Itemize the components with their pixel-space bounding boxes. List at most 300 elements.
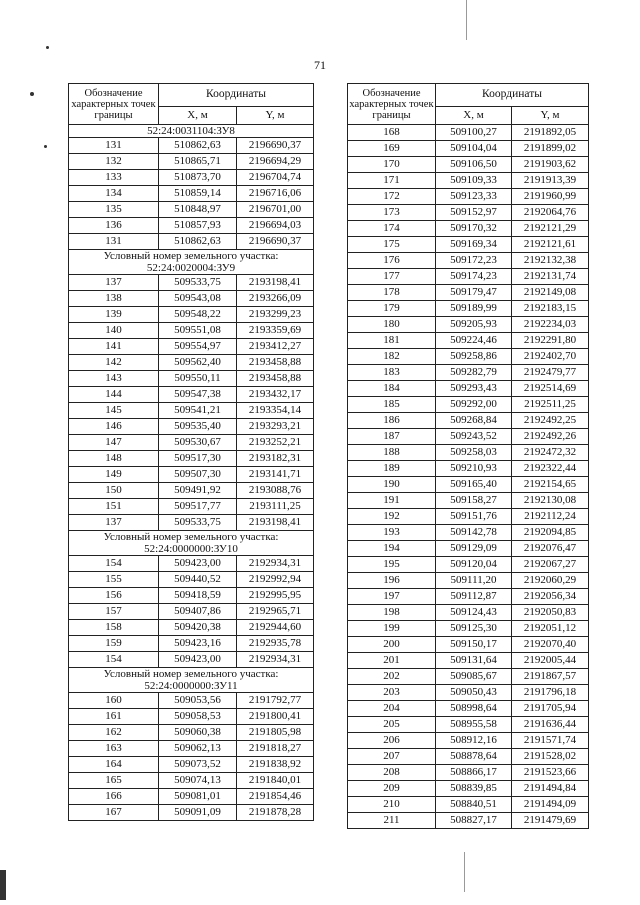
table-row [348, 541, 589, 557]
point-number: 133 [69, 170, 159, 186]
x-coordinate: 509547,38 [159, 387, 237, 403]
column-header-point-label: Обозначение характерных точек границы [348, 84, 436, 125]
table-row [348, 605, 589, 621]
point-number: 177 [348, 269, 436, 285]
x-coordinate: 509073,52 [159, 757, 237, 773]
point-number: 170 [348, 157, 436, 173]
y-coordinate: 2191867,57 [512, 669, 589, 685]
y-coordinate: 2192492,26 [512, 429, 589, 445]
table-row [348, 493, 589, 509]
x-coordinate: 509131,64 [436, 653, 512, 669]
x-coordinate: 509112,87 [436, 589, 512, 605]
point-number: 203 [348, 685, 436, 701]
point-number: 207 [348, 749, 436, 765]
x-coordinate: 510862,63 [159, 138, 237, 154]
x-coordinate: 510857,93 [159, 218, 237, 234]
x-coordinate: 510865,71 [159, 154, 237, 170]
table-row [348, 701, 589, 717]
x-coordinate: 508866,17 [436, 765, 512, 781]
table-row [348, 445, 589, 461]
point-number: 134 [69, 186, 159, 202]
table-row [348, 509, 589, 525]
table-row [348, 349, 589, 365]
point-number: 176 [348, 253, 436, 269]
y-coordinate: 2192965,71 [237, 604, 314, 620]
point-number: 174 [348, 221, 436, 237]
table-row [69, 451, 314, 467]
point-number: 188 [348, 445, 436, 461]
table-row [348, 253, 589, 269]
column-header-coordinates: Координаты [159, 84, 314, 107]
table-row [348, 765, 589, 781]
table-row [348, 589, 589, 605]
x-coordinate: 509541,21 [159, 403, 237, 419]
x-coordinate: 509104,04 [436, 141, 512, 157]
table-row [348, 269, 589, 285]
y-coordinate: 2192050,83 [512, 605, 589, 621]
point-number: 137 [69, 275, 159, 291]
table-row [348, 365, 589, 381]
table-row [69, 693, 314, 709]
table-row [348, 797, 589, 813]
x-coordinate: 509258,03 [436, 445, 512, 461]
point-number: 160 [69, 693, 159, 709]
y-coordinate: 2193182,31 [237, 451, 314, 467]
point-number: 182 [348, 349, 436, 365]
point-number: 200 [348, 637, 436, 653]
x-coordinate: 508998,64 [436, 701, 512, 717]
point-number: 163 [69, 741, 159, 757]
y-coordinate: 2191479,69 [512, 813, 589, 829]
x-coordinate: 509053,56 [159, 693, 237, 709]
section-row [69, 125, 314, 138]
table-row [69, 154, 314, 170]
y-coordinate: 2192934,31 [237, 652, 314, 668]
table-row [69, 138, 314, 154]
y-coordinate: 2193299,23 [237, 307, 314, 323]
point-number: 131 [69, 138, 159, 154]
point-number: 210 [348, 797, 436, 813]
table-row [69, 170, 314, 186]
table-row [348, 301, 589, 317]
table-row [69, 652, 314, 668]
point-number: 145 [69, 403, 159, 419]
point-number: 192 [348, 509, 436, 525]
y-coordinate: 2193088,76 [237, 483, 314, 499]
table-row [69, 371, 314, 387]
x-coordinate: 509129,09 [436, 541, 512, 557]
point-number: 157 [69, 604, 159, 620]
point-number: 206 [348, 733, 436, 749]
x-coordinate: 509258,86 [436, 349, 512, 365]
y-coordinate: 2191528,02 [512, 749, 589, 765]
column-header-x: X, м [436, 107, 512, 125]
point-number: 136 [69, 218, 159, 234]
x-coordinate: 510862,63 [159, 234, 237, 250]
point-number: 208 [348, 765, 436, 781]
point-number: 172 [348, 189, 436, 205]
point-number: 137 [69, 515, 159, 531]
table-row [69, 234, 314, 250]
y-coordinate: 2193458,88 [237, 371, 314, 387]
x-coordinate: 509548,22 [159, 307, 237, 323]
point-number: 194 [348, 541, 436, 557]
table-row [348, 381, 589, 397]
point-number: 173 [348, 205, 436, 221]
section-row [69, 531, 314, 556]
y-coordinate: 2192121,29 [512, 221, 589, 237]
y-coordinate: 2196704,74 [237, 170, 314, 186]
x-coordinate: 509423,00 [159, 556, 237, 572]
table-row [348, 573, 589, 589]
y-coordinate: 2192067,27 [512, 557, 589, 573]
point-number: 196 [348, 573, 436, 589]
table-row [348, 429, 589, 445]
column-header-y: Y, м [237, 107, 314, 125]
table-row [348, 637, 589, 653]
table-row [348, 621, 589, 637]
column-header-x: X, м [159, 107, 237, 125]
table-row [348, 237, 589, 253]
point-number: 191 [348, 493, 436, 509]
x-coordinate: 509091,09 [159, 805, 237, 821]
x-coordinate: 509142,78 [436, 525, 512, 541]
x-coordinate: 509543,08 [159, 291, 237, 307]
point-number: 159 [69, 636, 159, 652]
x-coordinate: 509407,86 [159, 604, 237, 620]
point-number: 138 [69, 291, 159, 307]
y-coordinate: 2193359,69 [237, 323, 314, 339]
x-coordinate: 509151,76 [436, 509, 512, 525]
x-coordinate: 508839,85 [436, 781, 512, 797]
y-coordinate: 2192149,08 [512, 285, 589, 301]
table-row [348, 477, 589, 493]
table-row [348, 669, 589, 685]
table-row [348, 733, 589, 749]
coordinates-table-left [68, 83, 314, 821]
x-coordinate: 509189,99 [436, 301, 512, 317]
table-row [348, 749, 589, 765]
scan-mark [466, 0, 467, 40]
y-coordinate: 2196694,29 [237, 154, 314, 170]
table-row [69, 323, 314, 339]
x-coordinate: 509106,50 [436, 157, 512, 173]
coordinates-table-right [347, 83, 589, 829]
x-coordinate: 508878,64 [436, 749, 512, 765]
point-number: 179 [348, 301, 436, 317]
x-coordinate: 509550,11 [159, 371, 237, 387]
scan-mark [30, 92, 34, 96]
point-number: 181 [348, 333, 436, 349]
point-number: 175 [348, 237, 436, 253]
table-row [69, 773, 314, 789]
y-coordinate: 2191899,02 [512, 141, 589, 157]
y-coordinate: 2192132,38 [512, 253, 589, 269]
point-number: 167 [69, 805, 159, 821]
y-coordinate: 2193432,17 [237, 387, 314, 403]
y-coordinate: 2191892,05 [512, 125, 589, 141]
x-coordinate: 509165,40 [436, 477, 512, 493]
point-number: 142 [69, 355, 159, 371]
x-coordinate: 510848,97 [159, 202, 237, 218]
table-row [348, 221, 589, 237]
y-coordinate: 2196690,37 [237, 234, 314, 250]
table-row [69, 202, 314, 218]
y-coordinate: 2192056,34 [512, 589, 589, 605]
y-coordinate: 2193252,21 [237, 435, 314, 451]
x-coordinate: 509517,30 [159, 451, 237, 467]
table-row [69, 403, 314, 419]
y-coordinate: 2191903,62 [512, 157, 589, 173]
y-coordinate: 2191494,84 [512, 781, 589, 797]
table-row [69, 572, 314, 588]
point-number: 183 [348, 365, 436, 381]
x-coordinate: 509423,00 [159, 652, 237, 668]
x-coordinate: 509169,34 [436, 237, 512, 253]
point-number: 143 [69, 371, 159, 387]
point-number: 150 [69, 483, 159, 499]
x-coordinate: 509440,52 [159, 572, 237, 588]
y-coordinate: 2191960,99 [512, 189, 589, 205]
y-coordinate: 2192121,61 [512, 237, 589, 253]
point-number: 135 [69, 202, 159, 218]
x-coordinate: 509100,27 [436, 125, 512, 141]
x-coordinate: 509418,59 [159, 588, 237, 604]
y-coordinate: 2191636,44 [512, 717, 589, 733]
x-coordinate: 508840,51 [436, 797, 512, 813]
table-row [69, 604, 314, 620]
x-coordinate: 509170,32 [436, 221, 512, 237]
table-row [348, 397, 589, 413]
point-number: 204 [348, 701, 436, 717]
table-row [69, 499, 314, 515]
point-number: 164 [69, 757, 159, 773]
x-coordinate: 509174,23 [436, 269, 512, 285]
table-row [348, 461, 589, 477]
point-number: 201 [348, 653, 436, 669]
point-number: 211 [348, 813, 436, 829]
x-coordinate: 509292,00 [436, 397, 512, 413]
parcel-heading: Условный номер земельного участка: 52:24:0020004:ЗУ9 [69, 250, 314, 275]
y-coordinate: 2196690,37 [237, 138, 314, 154]
point-number: 151 [69, 499, 159, 515]
y-coordinate: 2192472,32 [512, 445, 589, 461]
point-number: 193 [348, 525, 436, 541]
y-coordinate: 2191523,66 [512, 765, 589, 781]
table-row [69, 467, 314, 483]
point-number: 185 [348, 397, 436, 413]
table-row [69, 588, 314, 604]
table-row [348, 653, 589, 669]
y-coordinate: 2191854,46 [237, 789, 314, 805]
table-row [69, 339, 314, 355]
y-coordinate: 2192479,77 [512, 365, 589, 381]
x-coordinate: 508912,16 [436, 733, 512, 749]
y-coordinate: 2191838,92 [237, 757, 314, 773]
table-row [69, 387, 314, 403]
y-coordinate: 2193198,41 [237, 275, 314, 291]
table-row [348, 781, 589, 797]
table-row [69, 741, 314, 757]
x-coordinate: 509205,93 [436, 317, 512, 333]
y-coordinate: 2192131,74 [512, 269, 589, 285]
x-coordinate: 509562,40 [159, 355, 237, 371]
point-number: 140 [69, 323, 159, 339]
table-row [69, 757, 314, 773]
table-row [69, 291, 314, 307]
point-number: 146 [69, 419, 159, 435]
column-header-coordinates: Координаты [436, 84, 589, 107]
y-coordinate: 2191818,27 [237, 741, 314, 757]
y-coordinate: 2192514,69 [512, 381, 589, 397]
table-row [69, 725, 314, 741]
table-row [69, 620, 314, 636]
parcel-heading: 52:24:0031104:ЗУ8 [69, 125, 314, 138]
point-number: 178 [348, 285, 436, 301]
y-coordinate: 2192322,44 [512, 461, 589, 477]
y-coordinate: 2196701,00 [237, 202, 314, 218]
point-number: 209 [348, 781, 436, 797]
point-number: 202 [348, 669, 436, 685]
table-row [69, 186, 314, 202]
point-number: 189 [348, 461, 436, 477]
y-coordinate: 2192291,80 [512, 333, 589, 349]
point-number: 180 [348, 317, 436, 333]
y-coordinate: 2192130,08 [512, 493, 589, 509]
point-number: 165 [69, 773, 159, 789]
point-number: 158 [69, 620, 159, 636]
y-coordinate: 2191913,39 [512, 173, 589, 189]
section-row [69, 250, 314, 275]
x-coordinate: 509152,97 [436, 205, 512, 221]
column-header-point-label: Обозначение характерных точек границы [69, 84, 159, 125]
x-coordinate: 509423,16 [159, 636, 237, 652]
y-coordinate: 2193354,14 [237, 403, 314, 419]
y-coordinate: 2192154,65 [512, 477, 589, 493]
table-row [348, 333, 589, 349]
y-coordinate: 2192935,78 [237, 636, 314, 652]
x-coordinate: 509123,33 [436, 189, 512, 205]
x-coordinate: 508827,17 [436, 813, 512, 829]
x-coordinate: 510859,14 [159, 186, 237, 202]
table-row [348, 173, 589, 189]
y-coordinate: 2191792,77 [237, 693, 314, 709]
table-body-right [348, 125, 589, 829]
scan-mark [0, 870, 6, 900]
table-row [69, 419, 314, 435]
x-coordinate: 510873,70 [159, 170, 237, 186]
y-coordinate: 2196694,03 [237, 218, 314, 234]
table-row [69, 275, 314, 291]
y-coordinate: 2191840,01 [237, 773, 314, 789]
x-coordinate: 509551,08 [159, 323, 237, 339]
y-coordinate: 2192070,40 [512, 637, 589, 653]
section-row [69, 668, 314, 693]
point-number: 147 [69, 435, 159, 451]
table-row [348, 189, 589, 205]
y-coordinate: 2192934,31 [237, 556, 314, 572]
y-coordinate: 2192094,85 [512, 525, 589, 541]
table-row [69, 483, 314, 499]
x-coordinate: 509058,53 [159, 709, 237, 725]
x-coordinate: 509158,27 [436, 493, 512, 509]
y-coordinate: 2192051,12 [512, 621, 589, 637]
x-coordinate: 509085,67 [436, 669, 512, 685]
table-row [69, 636, 314, 652]
x-coordinate: 509120,04 [436, 557, 512, 573]
y-coordinate: 2191571,74 [512, 733, 589, 749]
table-row [348, 285, 589, 301]
column-header-y: Y, м [512, 107, 589, 125]
x-coordinate: 509491,92 [159, 483, 237, 499]
x-coordinate: 509293,43 [436, 381, 512, 397]
table-row [69, 556, 314, 572]
x-coordinate: 509179,47 [436, 285, 512, 301]
y-coordinate: 2192995,95 [237, 588, 314, 604]
y-coordinate: 2193141,71 [237, 467, 314, 483]
table-row [69, 515, 314, 531]
point-number: 205 [348, 717, 436, 733]
table-row [348, 205, 589, 221]
table-row [69, 355, 314, 371]
scan-mark [464, 852, 465, 892]
y-coordinate: 2191705,94 [512, 701, 589, 717]
y-coordinate: 2192064,76 [512, 205, 589, 221]
table-row [69, 805, 314, 821]
x-coordinate: 509268,84 [436, 413, 512, 429]
table-row [69, 709, 314, 725]
x-coordinate: 509535,40 [159, 419, 237, 435]
point-number: 154 [69, 652, 159, 668]
point-number: 132 [69, 154, 159, 170]
point-number: 197 [348, 589, 436, 605]
point-number: 168 [348, 125, 436, 141]
x-coordinate: 509210,93 [436, 461, 512, 477]
parcel-heading: Условный номер земельного участка: 52:24:0000000:ЗУ10 [69, 531, 314, 556]
page-number: 71 [314, 58, 326, 72]
scan-mark [46, 46, 49, 49]
point-number: 156 [69, 588, 159, 604]
point-number: 190 [348, 477, 436, 493]
x-coordinate: 509507,30 [159, 467, 237, 483]
x-coordinate: 509533,75 [159, 275, 237, 291]
y-coordinate: 2191796,18 [512, 685, 589, 701]
table-row [348, 125, 589, 141]
point-number: 148 [69, 451, 159, 467]
table-row [348, 141, 589, 157]
y-coordinate: 2192183,15 [512, 301, 589, 317]
point-number: 184 [348, 381, 436, 397]
x-coordinate: 509109,33 [436, 173, 512, 189]
y-coordinate: 2193412,27 [237, 339, 314, 355]
x-coordinate: 509533,75 [159, 515, 237, 531]
table-body-left [69, 125, 314, 821]
point-number: 154 [69, 556, 159, 572]
y-coordinate: 2193293,21 [237, 419, 314, 435]
point-number: 139 [69, 307, 159, 323]
table-row [69, 307, 314, 323]
table-row [348, 685, 589, 701]
y-coordinate: 2192060,29 [512, 573, 589, 589]
point-number: 199 [348, 621, 436, 637]
y-coordinate: 2191805,98 [237, 725, 314, 741]
point-number: 195 [348, 557, 436, 573]
x-coordinate: 509060,38 [159, 725, 237, 741]
x-coordinate: 509062,13 [159, 741, 237, 757]
x-coordinate: 509074,13 [159, 773, 237, 789]
y-coordinate: 2191878,28 [237, 805, 314, 821]
table-row [348, 557, 589, 573]
